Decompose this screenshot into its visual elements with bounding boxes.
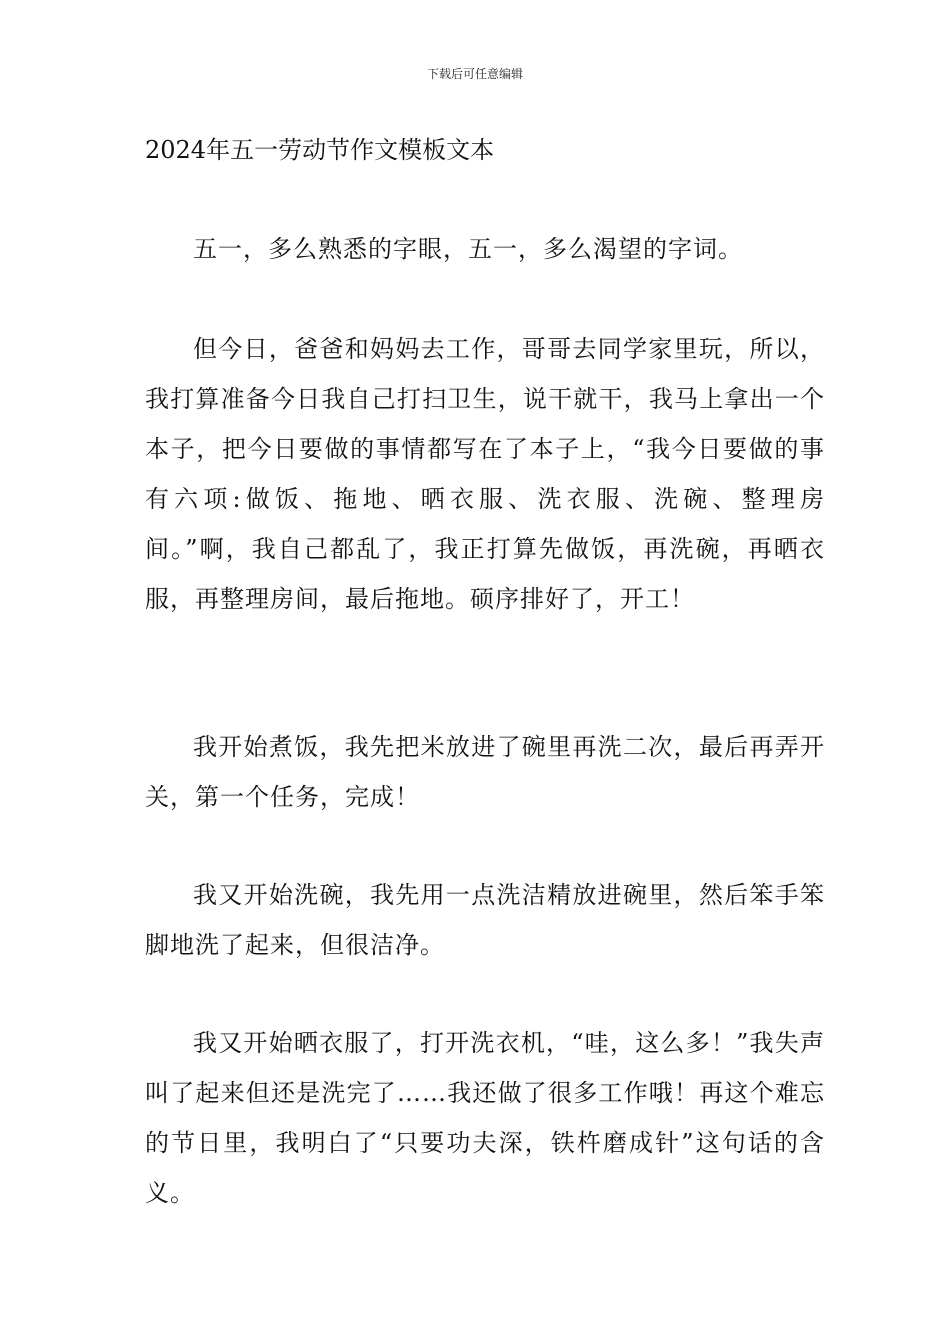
paragraph-text: 五一，多么熟悉的字眼，五一，多么渴望的字词。 — [193, 235, 743, 263]
paragraph-3 — [145, 722, 825, 822]
paragraph-text: 我又开始洗碗，我先用一点洗洁精放进碗里，然后笨手笨脚地洗了起来，但很洁净。 — [145, 881, 825, 959]
paragraph-4 — [145, 870, 825, 970]
paragraph-2 — [145, 324, 825, 624]
document-title: 2024年五一劳动节作文模板文本 — [145, 136, 495, 164]
paragraph-text: 我开始煮饭，我先把米放进了碗里再洗二次，最后再弄开关，第一个任务，完成！ — [145, 733, 825, 811]
paragraph-1 — [145, 224, 825, 274]
paragraph-5 — [145, 1018, 825, 1218]
page-header-note: 下载后可任意编辑 — [426, 67, 523, 81]
paragraph-text: 但今日，爸爸和妈妈去工作，哥哥去同学家里玩，所以，我打算准备今日我自己打扫卫生，说干就干，我马上拿出一个本子，把今日要做的事情都写在了本子上，“我今日要做的事有六项:做饭、拖地、晒衣服、洗衣服、洗碗、整理房间。”啊，我自己都乱了，我正打算先做饭，再洗碗，再晒衣服，再整理房间，最后拖地。硕序排好了，开工！ — [145, 335, 825, 613]
paragraph-text: 我又开始晒衣服了，打开洗衣机，“哇，这么多！”我失声叫了起来但还是洗完了……我还做了很多工作哦！再这个难忘的节日里，我明白了“只要功夫深，铁杵磨成针”这句话的含义。 — [145, 1029, 825, 1207]
